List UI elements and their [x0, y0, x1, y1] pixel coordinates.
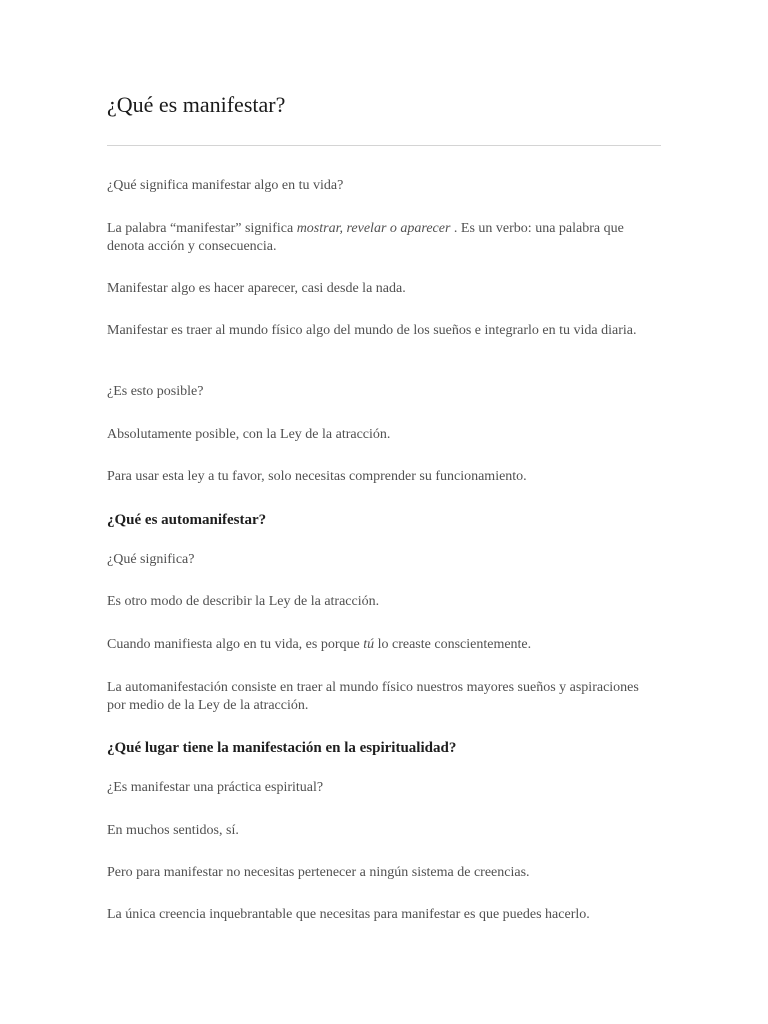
- page-title: ¿Qué es manifestar?: [107, 92, 286, 117]
- section-heading: ¿Qué lugar tiene la manifestación en la espiritualidad?: [107, 740, 457, 756]
- paragraph-text: . Es un verbo: una palabra que denota acción y consecuencia.: [107, 221, 624, 254]
- paragraph: ¿Es esto posible?: [107, 384, 204, 399]
- paragraph: Absolutamente posible, con la Ley de la atracción.: [107, 427, 391, 442]
- section-heading: ¿Qué es automanifestar?: [107, 512, 267, 528]
- paragraph: [107, 636, 657, 654]
- paragraph: ¿Qué significa manifestar algo en tu vida?: [107, 178, 344, 193]
- paragraph-text: La palabra “manifestar” significa: [107, 221, 297, 236]
- paragraph: [107, 220, 657, 256]
- paragraph-text: Cuando manifiesta algo en tu vida, es porque: [107, 637, 364, 652]
- paragraph: ¿Qué significa?: [107, 552, 195, 567]
- paragraph-emphasis: tú: [363, 637, 375, 652]
- paragraph: Es otro modo de describir la Ley de la atracción.: [107, 594, 380, 609]
- paragraph-emphasis: mostrar, revelar o aparecer: [296, 221, 451, 236]
- paragraph: Manifestar es traer al mundo físico algo del mundo de los sueños e integrarlo en tu vida diaria.: [107, 323, 637, 338]
- paragraph: En muchos sentidos, sí.: [107, 823, 239, 838]
- paragraph-text: lo creaste conscientemente.: [374, 637, 532, 652]
- paragraph: Manifestar algo es hacer aparecer, casi desde la nada.: [107, 281, 406, 296]
- paragraph: La automanifestación consiste en traer al mundo físico nuestros mayores sueños y aspiraciones por medio de la Ley de la atracción.: [107, 680, 639, 713]
- paragraph: ¿Es manifestar una práctica espiritual?: [107, 780, 324, 795]
- paragraph: La única creencia inquebrantable que necesitas para manifestar es que puedes hacerlo.: [107, 907, 590, 922]
- paragraph: Para usar esta ley a tu favor, solo necesitas comprender su funcionamiento.: [107, 469, 527, 484]
- paragraph: Pero para manifestar no necesitas pertenecer a ningún sistema de creencias.: [107, 865, 530, 880]
- title-divider: [107, 145, 661, 146]
